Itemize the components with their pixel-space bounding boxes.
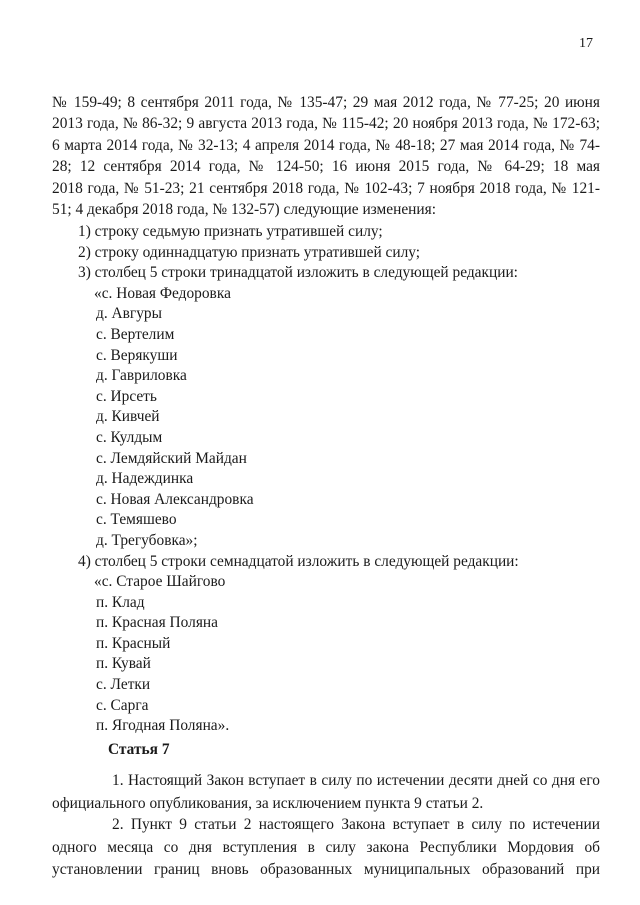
intro-line: 51; 4 декабря 2018 года, № 132-57) следующие изменения: bbox=[52, 201, 437, 219]
paragraph-line: 1. Настоящий Закон вступает в силу по истечении десяти дней со дня его bbox=[112, 772, 600, 789]
settlement-item: п. Кувай bbox=[96, 655, 151, 673]
settlement-item: с. Вертелим bbox=[96, 325, 175, 343]
page-number: 17 bbox=[579, 36, 593, 51]
amendment-list bbox=[78, 222, 519, 737]
intro-line: 28; 12 сентября 2014 года, № 124-50; 16 июня 2015 года, № 64-29; 18 мая bbox=[52, 158, 600, 176]
settlement-item: «с. Новая Федоровка bbox=[94, 284, 231, 302]
settlement-item: с. Темяшево bbox=[96, 511, 177, 529]
list-item: 3) столбец 5 строки тринадцатой изложить в следующей редакции: bbox=[78, 264, 518, 282]
settlement-item: с. Лемдяйский Майдан bbox=[96, 449, 247, 467]
list-item: 2) строку одиннадцатую признать утратившей силу; bbox=[78, 243, 421, 261]
settlement-item: д. Кивчей bbox=[96, 408, 160, 426]
paragraph-line: официального опубликования, за исключением пункта 9 статьи 2. bbox=[52, 794, 484, 812]
settlement-item: п. Ягодная Поляна». bbox=[96, 717, 230, 735]
intro-line: 2018 года, № 51-23; 21 сентября 2018 года, № 102-43; 7 ноября 2018 года, № 121- bbox=[52, 179, 600, 197]
settlement-item: д. Трегубовка»; bbox=[96, 531, 198, 549]
intro-line: 6 марта 2014 года, № 32-13; 4 апреля 2014 года, № 48-18; 27 мая 2014 года, № 74- bbox=[52, 136, 600, 154]
list-item: 4) столбец 5 строки семнадцатой изложить в следующей редакции: bbox=[78, 552, 519, 570]
settlement-item: с. Новая Александровка bbox=[96, 490, 254, 508]
settlement-item: с. Кулдым bbox=[96, 428, 163, 446]
article-paragraph-2 bbox=[52, 814, 600, 882]
settlement-item: д. Авгуры bbox=[96, 305, 162, 323]
settlement-item: д. Надеждинка bbox=[96, 470, 194, 488]
paragraph-line: установлении границ вновь образованных муниципальных образований при bbox=[52, 861, 600, 878]
settlement-item: с. Летки bbox=[96, 676, 151, 694]
settlement-item: п. Красный bbox=[96, 634, 171, 652]
intro-paragraph bbox=[52, 92, 600, 220]
settlement-item: «с. Старое Шайгово bbox=[94, 573, 226, 591]
settlement-item: п. Красная Поляна bbox=[96, 614, 218, 632]
settlement-item: с. Ирсеть bbox=[96, 387, 157, 405]
paragraph-line: одного месяца со дня вступления в силу закона Республики Мордовия об bbox=[52, 838, 600, 856]
article-paragraph-1 bbox=[52, 770, 600, 815]
settlement-item: с. Сарга bbox=[96, 696, 149, 714]
intro-line: № 159-49; 8 сентября 2011 года, № 135-47; 29 мая 2012 года, № 77-25; 20 июня bbox=[52, 94, 600, 111]
intro-line: 2013 года, № 86-32; 9 августа 2013 года, № 115-42; 20 ноября 2013 года, № 172-63; bbox=[52, 115, 600, 133]
list-item: 1) строку седьмую признать утратившей силу; bbox=[78, 223, 383, 240]
settlement-item: д. Гавриловка bbox=[96, 367, 187, 385]
paragraph-line: 2. Пункт 9 статьи 2 настоящего Закона вступает в силу по истечении bbox=[112, 816, 600, 833]
article-title: Статья 7 bbox=[108, 741, 170, 758]
settlement-item: с. Верякуши bbox=[96, 346, 178, 364]
settlement-item: п. Клад bbox=[96, 593, 145, 611]
